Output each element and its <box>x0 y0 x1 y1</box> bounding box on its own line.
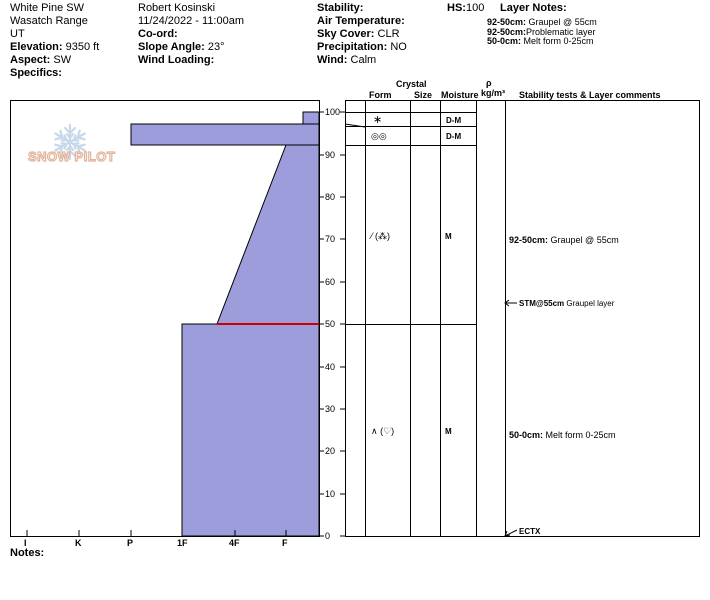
profile-layer <box>182 324 319 536</box>
precip-label: Precipitation: <box>317 41 388 53</box>
wind-value: Calm <box>350 54 377 66</box>
density-unit: kg/m³ <box>481 88 506 98</box>
layer-notes-title: Layer Notes: <box>500 2 567 14</box>
comment-range: STM@55cm <box>519 299 565 308</box>
aspect-value: SW <box>53 54 72 66</box>
depth-label: 70 <box>325 234 336 244</box>
notes-label: Notes: <box>10 547 45 559</box>
comments-header: Stability tests & Layer comments <box>519 90 661 100</box>
specifics-label: Specifics: <box>10 67 62 79</box>
depth-label: 50 <box>325 319 336 329</box>
hs-label: HS: <box>447 2 466 14</box>
watermark-text: SNOW PILOT <box>28 149 116 164</box>
size-header: Size <box>414 90 433 100</box>
comment-arrows <box>505 300 517 536</box>
hardness-label: I <box>24 538 27 548</box>
stability-test-comment: ECTX <box>519 527 541 536</box>
depth-label: 30 <box>325 404 336 414</box>
crystal-header: Crystal <box>396 79 427 89</box>
comment-range: 50-0cm: <box>509 430 544 440</box>
wind-label: Wind: <box>317 54 348 66</box>
layer-note-range: 50-0cm: <box>487 36 522 46</box>
form-header: Form <box>369 90 392 100</box>
profile-layer <box>131 124 319 145</box>
depth-label: 10 <box>325 489 336 499</box>
moisture-header: Moisture <box>441 90 479 100</box>
stability-label: Stability: <box>317 2 364 14</box>
aspect-label: Aspect: <box>10 54 51 66</box>
layer-note-range: 92-50cm: <box>487 27 527 37</box>
elevation-label: Elevation: <box>10 41 63 53</box>
sky-value: CLR <box>377 28 400 40</box>
comment-range: 92-50cm: <box>509 235 549 245</box>
slope-value: 23° <box>207 41 225 53</box>
depth-label: 100 <box>325 107 341 117</box>
layer-table-grid <box>345 100 700 537</box>
stability-test-comment <box>519 299 614 308</box>
comment-text: Graupel @ 55cm <box>548 235 619 245</box>
moisture-value: D-M <box>446 116 462 125</box>
observation-datetime: 11/24/2022 - 11:00am <box>138 15 245 27</box>
hardness-label: 4F <box>229 538 240 548</box>
grain-form-symbol: ∗ <box>373 114 383 126</box>
depth-label: 90 <box>325 150 336 160</box>
elevation-value: 9350 ft <box>65 41 100 53</box>
slope-label: Slope Angle: <box>138 41 205 53</box>
depth-label: 80 <box>325 192 336 202</box>
location-name: White Pine SW <box>10 2 84 14</box>
depth-label: 40 <box>325 362 336 372</box>
moisture-value: D-M <box>446 132 462 141</box>
grain-form-symbol: ⁄ (⁂) <box>371 231 390 241</box>
air-temp-label: Air Temperature: <box>317 15 405 27</box>
depth-label: 20 <box>325 446 336 456</box>
layer-comment <box>509 235 619 245</box>
hardness-label: 1F <box>177 538 188 548</box>
layer-note-text: Problematic layer <box>526 27 596 37</box>
layer-comment <box>509 430 616 440</box>
layer-note-text: Graupel @ 55cm <box>526 17 597 27</box>
moisture-value: M <box>445 232 452 241</box>
comment-text: Melt form 0-25cm <box>543 430 616 440</box>
hs-value: 100 <box>465 2 485 14</box>
wind-loading-label: Wind Loading: <box>138 54 215 66</box>
range-name: Wasatch Range <box>10 15 88 27</box>
moisture-value: M <box>445 427 452 436</box>
depth-label: 0 <box>325 531 331 541</box>
layer-note-range: 92-50cm: <box>487 17 527 27</box>
grain-form-symbol: ◎◎ <box>371 131 387 141</box>
state-name: UT <box>10 28 25 40</box>
depth-label: 60 <box>325 277 336 287</box>
profile-layer <box>303 112 319 124</box>
hardness-label: K <box>75 538 82 548</box>
hardness-label: P <box>127 538 134 548</box>
layer-note-text: Melt form 0-25cm <box>521 36 594 46</box>
hardness-label: F <box>282 538 288 548</box>
profile-layer <box>217 145 319 324</box>
rho-symbol: ρ <box>486 78 492 88</box>
precip-value: NO <box>390 41 407 53</box>
coord-label: Co-ord: <box>138 28 178 40</box>
sky-label: Sky Cover: <box>317 28 375 40</box>
observer-name: Robert Kosinski <box>138 2 216 14</box>
grain-form-symbol: ∧ (♡) <box>371 426 395 436</box>
comment-text: Graupel layer <box>564 299 615 308</box>
